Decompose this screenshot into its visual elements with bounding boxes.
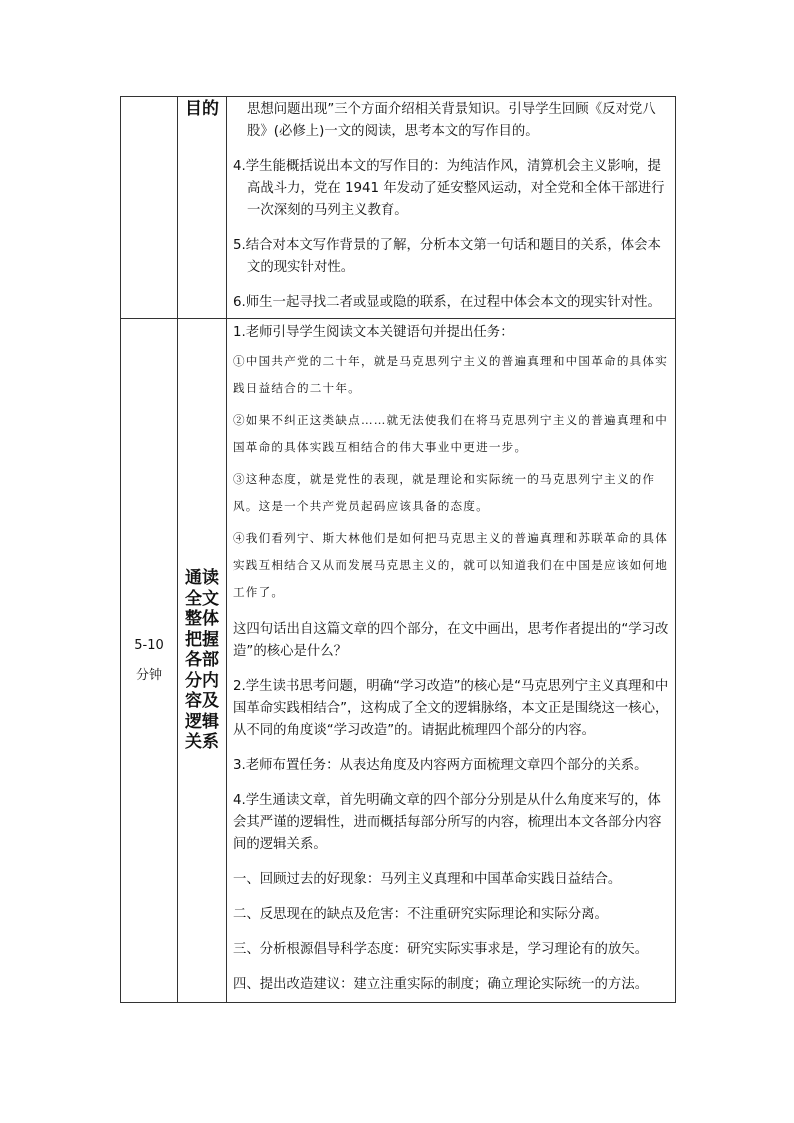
question-text: 这四句话出自这篇文章的四个部分，在文中画出，思考作者提出的“学习改造”的核心是什么？: [233, 622, 669, 659]
stage-cell: [178, 97, 227, 319]
stage-label: 通读全文整体把握各部分内容及逻辑关系: [185, 568, 219, 753]
part-summary: 三、分析根源倡导科学态度：研究实际实事求是，学习理论有的放矢。: [233, 942, 649, 957]
quote-3: ③这种态度，就是党性的表现，就是理论和实际统一的马克思列宁主义的作风。这是一个共产党员起码应该具备的态度。: [233, 472, 656, 513]
stage-cell: [178, 319, 227, 1003]
task-text: 3.老师布置任务：从表达角度及内容两方面梳理文章四个部分的关系。: [233, 758, 648, 773]
quote-2: ②如果不纠正这类缺点……就无法使我们在将马克思列宁主义的普遍真理和中国革命的具体实践互相结合的伟大事业中更进一步。: [233, 413, 668, 454]
lesson-plan-table: [120, 96, 676, 1003]
task-text: 4.学生通读文章，首先明确文章的四个部分分别是从什么角度来写的，体会其严谨的逻辑性，进而概括每部分所写的内容，梳理出本文各部分内容间的逻辑关系。: [233, 793, 662, 852]
quote-1: ①中国共产党的二十年，就是马克思列宁主义的普遍真理和中国革命的具体实践日益结合的二十年。: [233, 354, 668, 395]
content-paragraph: 6.师生一起寻找二者或显或隐的联系，在过程中体会本文的现实针对性。: [233, 295, 661, 310]
content-cell: [227, 97, 676, 319]
part-summary: 四、提出改造建议：建立注重实际的制度；确立理论实际统一的方法。: [233, 977, 649, 992]
content-cell: [227, 319, 676, 1003]
stage-label: 目的: [185, 99, 219, 119]
table-row: [121, 97, 676, 319]
task-text: 1.老师引导学生阅读文本关键语句并提出任务：: [233, 325, 514, 340]
part-summary: 一、回顾过去的好现象：马列主义真理和中国革命实践日益结合。: [233, 872, 622, 887]
duration-value: 5-10: [134, 637, 164, 653]
content-paragraph: 4.学生能概括说出本文的写作目的：为纯洁作风，清算机会主义影响，提高战斗力，党在 1941 年发动了延安整风运动，对全党和全体干部进行一次深刻的马列主义教育。: [233, 159, 665, 218]
task-text: 2.学生读书思考问题，明确“学习改造”的核心是“马克思列宁主义真理和中国革命实践相结合”，这构成了全文的逻辑脉络，本文正是围绕这一核心，从不同的角度谈“学习改造”的。请据此梳理四个部分的内容。: [233, 679, 669, 738]
quote-4: ④我们看列宁、斯大林他们是如何把马克思主义的普遍真理和苏联革命的具体实践互相结合又从而发展马克思主义的，就可以知道我们在中国是应该如何地工作了。: [233, 531, 668, 599]
duration-unit: 分钟: [135, 667, 162, 683]
part-summary: 二、反思现在的缺点及危害：不注重研究实际理论和实际分离。: [233, 907, 608, 922]
time-cell: [121, 97, 178, 319]
content-paragraph: 5.结合对本文写作背景的了解，分析本文第一句话和题目的关系，体会本文的现实针对性。: [233, 238, 661, 275]
content-paragraph: 思想问题出现”三个方面介绍相关背景知识。引导学生回顾《反对党八股》(必修上)一文的阅读，思考本文的写作目的。: [247, 102, 656, 139]
table-row: [121, 319, 676, 1003]
time-cell: [121, 319, 178, 1003]
